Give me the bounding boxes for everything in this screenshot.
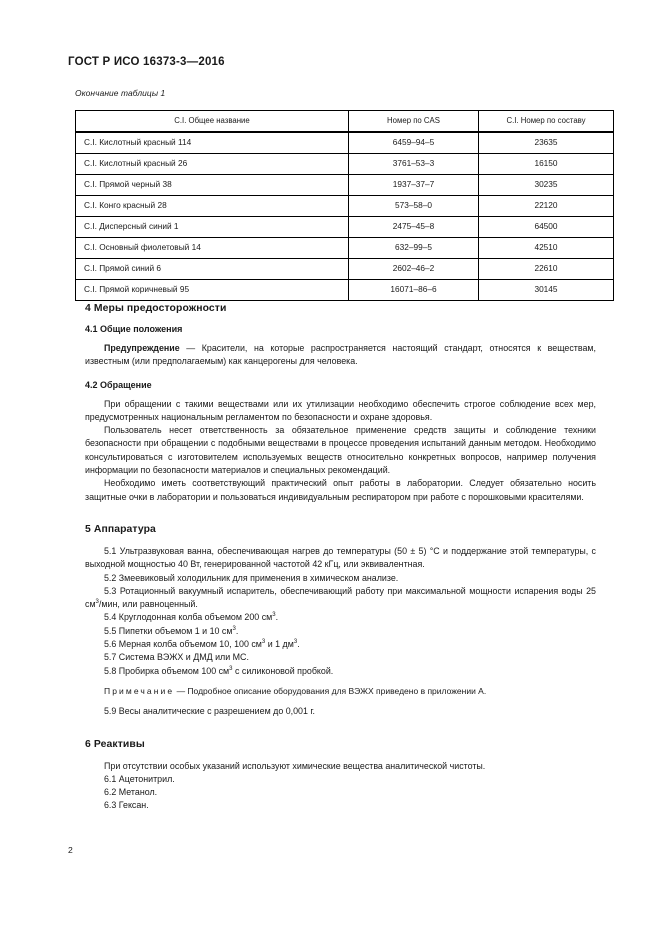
cell-cas-number: 573–58–0 — [349, 196, 479, 217]
table-row — [76, 154, 614, 175]
paragraph-4-2-2: Пользователь несет ответственность за обязательное применение средств защиты и соблюдение техники безопасности при обращении с подобными веществами в процессе проведения испытаний данным методом. Необходимо консультироваться с изготовителем используемых веществ относительно конкретных вопросов, например получения информации по безопасности материалов и специальных рекомендаций. — [85, 425, 596, 476]
document-body — [85, 303, 596, 813]
table-row — [76, 280, 614, 301]
spacer — [85, 369, 596, 380]
spacer — [85, 504, 596, 524]
table-row — [76, 132, 614, 154]
table-body — [76, 132, 614, 301]
clause-5-4 — [85, 611, 596, 624]
table-row — [76, 175, 614, 196]
clause-5-6-text-b: и 1 дм — [265, 639, 294, 650]
table-row — [76, 196, 614, 217]
cell-common-name: C.I. Прямой черный 38 — [76, 175, 349, 196]
column-header-cas-number: Номер по CAS — [349, 111, 479, 133]
page-number: 2 — [68, 845, 73, 855]
cell-cas-number: 16071–86–6 — [349, 280, 479, 301]
colour-index-table — [75, 110, 614, 301]
paragraph-6-intro: При отсутствии особых указаний используют химические вещества аналитической чистоты. — [104, 760, 486, 771]
cell-common-name: C.I. Прямой синий 6 — [76, 259, 349, 280]
clause-5-8-text-a: 5.8 Пробирка объемом 100 см — [104, 665, 230, 676]
spacer — [85, 698, 596, 705]
column-header-common-name: C.I. Общее название — [76, 111, 349, 133]
spacer — [85, 678, 596, 685]
clause-5-6-text-a: 5.6 Мерная колба объемом 10, 100 см — [104, 639, 262, 650]
table-caption: Окончание таблицы 1 — [75, 88, 166, 98]
clause-5-3-text-b: /мин, или равноценный. — [98, 599, 198, 610]
clause-5-3-text-a: 5.3 Ротационный вакуумный испаритель, обеспечивающий работу при максимальной мощности испарения воды 25 см — [85, 585, 596, 610]
note-label: Примечание — [104, 685, 175, 696]
clause-5-6 — [85, 638, 596, 651]
cell-constitution-number: 23635 — [479, 132, 614, 154]
spacer — [85, 719, 596, 739]
cell-common-name: C.I. Кислотный красный 114 — [76, 132, 349, 154]
clause-5-4-text-b: . — [275, 612, 279, 623]
table-row — [76, 217, 614, 238]
cell-constitution-number: 30235 — [479, 175, 614, 196]
superscript-cubic: 3 — [293, 639, 298, 646]
cell-constitution-number: 16150 — [479, 154, 614, 175]
clause-5-5-text-b: . — [235, 625, 239, 636]
superscript-cubic: 3 — [232, 625, 236, 632]
paragraph-warning — [85, 342, 596, 369]
table-header-row — [76, 111, 614, 133]
cell-cas-number: 1937–37–7 — [349, 175, 479, 196]
clause-5-3 — [85, 585, 596, 612]
cell-common-name: C.I. Прямой коричневый 95 — [76, 280, 349, 301]
clause-5-2: 5.2 Змеевиковый холодильник для применения в химическом анализе. — [104, 572, 399, 583]
superscript-cubic: 3 — [272, 612, 276, 619]
cell-cas-number: 2602–46–2 — [349, 259, 479, 280]
section-heading-5: 5 Аппаратура — [85, 523, 156, 535]
clause-5-4-text-a: 5.4 Круглодонная колба объемом 200 см — [104, 612, 273, 623]
table-header — [76, 111, 614, 133]
section-heading-4-2: 4.2 Обращение — [85, 379, 152, 390]
warning-text: — Красители, на которые распространяется настоящий стандарт, относятся к веществам, известным (или предполагаемым) как канцерогены для человека. — [85, 343, 596, 367]
warning-label: Предупреждение — [104, 343, 180, 353]
cell-cas-number: 632–99–5 — [349, 238, 479, 259]
standard-title: ГОСТ Р ИСО 16373-3—2016 — [68, 56, 225, 68]
table-row — [76, 238, 614, 259]
clause-5-8-text-b: с силиконовой пробкой. — [232, 665, 334, 676]
paragraph-4-2-1: При обращении с такими веществами или их утилизации необходимо обеспечить строгое соблюдение всех мер, предусмотренных национальным регламентом по безопасности и охране здоровья. — [85, 398, 596, 422]
note-block — [85, 685, 596, 698]
clause-6-1: 6.1 Ацетонитрил. — [104, 773, 175, 784]
cell-common-name: C.I. Дисперсный синий 1 — [76, 217, 349, 238]
cell-cas-number: 3761–53–3 — [349, 154, 479, 175]
clause-5-7: 5.7 Система ВЭЖХ и ДМД или МС. — [104, 652, 249, 663]
clause-5-6-text-c: . — [297, 639, 300, 650]
clause-6-3: 6.3 Гексан. — [104, 800, 149, 811]
clause-5-5 — [85, 625, 596, 638]
clause-5-5-text-a: 5.5 Пипетки объемом 1 и 10 см — [104, 625, 233, 636]
cell-cas-number: 2475–45–8 — [349, 217, 479, 238]
paragraph-4-2-3: Необходимо иметь соответствующий практический опыт работы в лаборатории. Следует обязательно носить защитные очки в лаборатории и пользоваться индивидуальным респиратором при работе с порошковыми красителями. — [85, 478, 596, 502]
note-text: — Подробное описание оборудования для ВЭЖХ приведено в приложении А. — [174, 685, 487, 696]
section-heading-4-1: 4.1 Общие положения — [85, 324, 183, 334]
superscript-cubic: 3 — [95, 599, 99, 606]
superscript-cubic: 3 — [261, 639, 266, 646]
cell-common-name: C.I. Основный фиолетовый 14 — [76, 238, 349, 259]
clause-5-8 — [85, 665, 596, 678]
column-header-ci-constitution-number: C.I. Номер по составу — [479, 111, 614, 133]
clause-5-9: 5.9 Весы аналитические с разрешением до 0,001 г. — [104, 706, 316, 717]
cell-cas-number: 6459–94–5 — [349, 132, 479, 154]
cell-constitution-number: 30145 — [479, 280, 614, 301]
section-heading-6: 6 Реактивы — [85, 738, 145, 750]
cell-constitution-number: 64500 — [479, 217, 614, 238]
clause-5-1: 5.1 Ультразвуковая ванна, обеспечивающая нагрев до температуры (50 ± 5) °C и поддержание этой температуры, с выходной мощностью 40 Вт, генерированной частотой 42 кГц, или эквивалентная. — [85, 545, 596, 570]
cell-constitution-number: 42510 — [479, 238, 614, 259]
clause-6-2: 6.2 Метанол. — [104, 787, 158, 798]
table-row — [76, 259, 614, 280]
cell-constitution-number: 22120 — [479, 196, 614, 217]
cell-common-name: C.I. Кислотный красный 26 — [76, 154, 349, 175]
section-heading-4: 4 Меры предосторожности — [85, 303, 227, 314]
cell-common-name: C.I. Конго красный 28 — [76, 196, 349, 217]
superscript-cubic: 3 — [229, 665, 233, 672]
cell-constitution-number: 22610 — [479, 259, 614, 280]
